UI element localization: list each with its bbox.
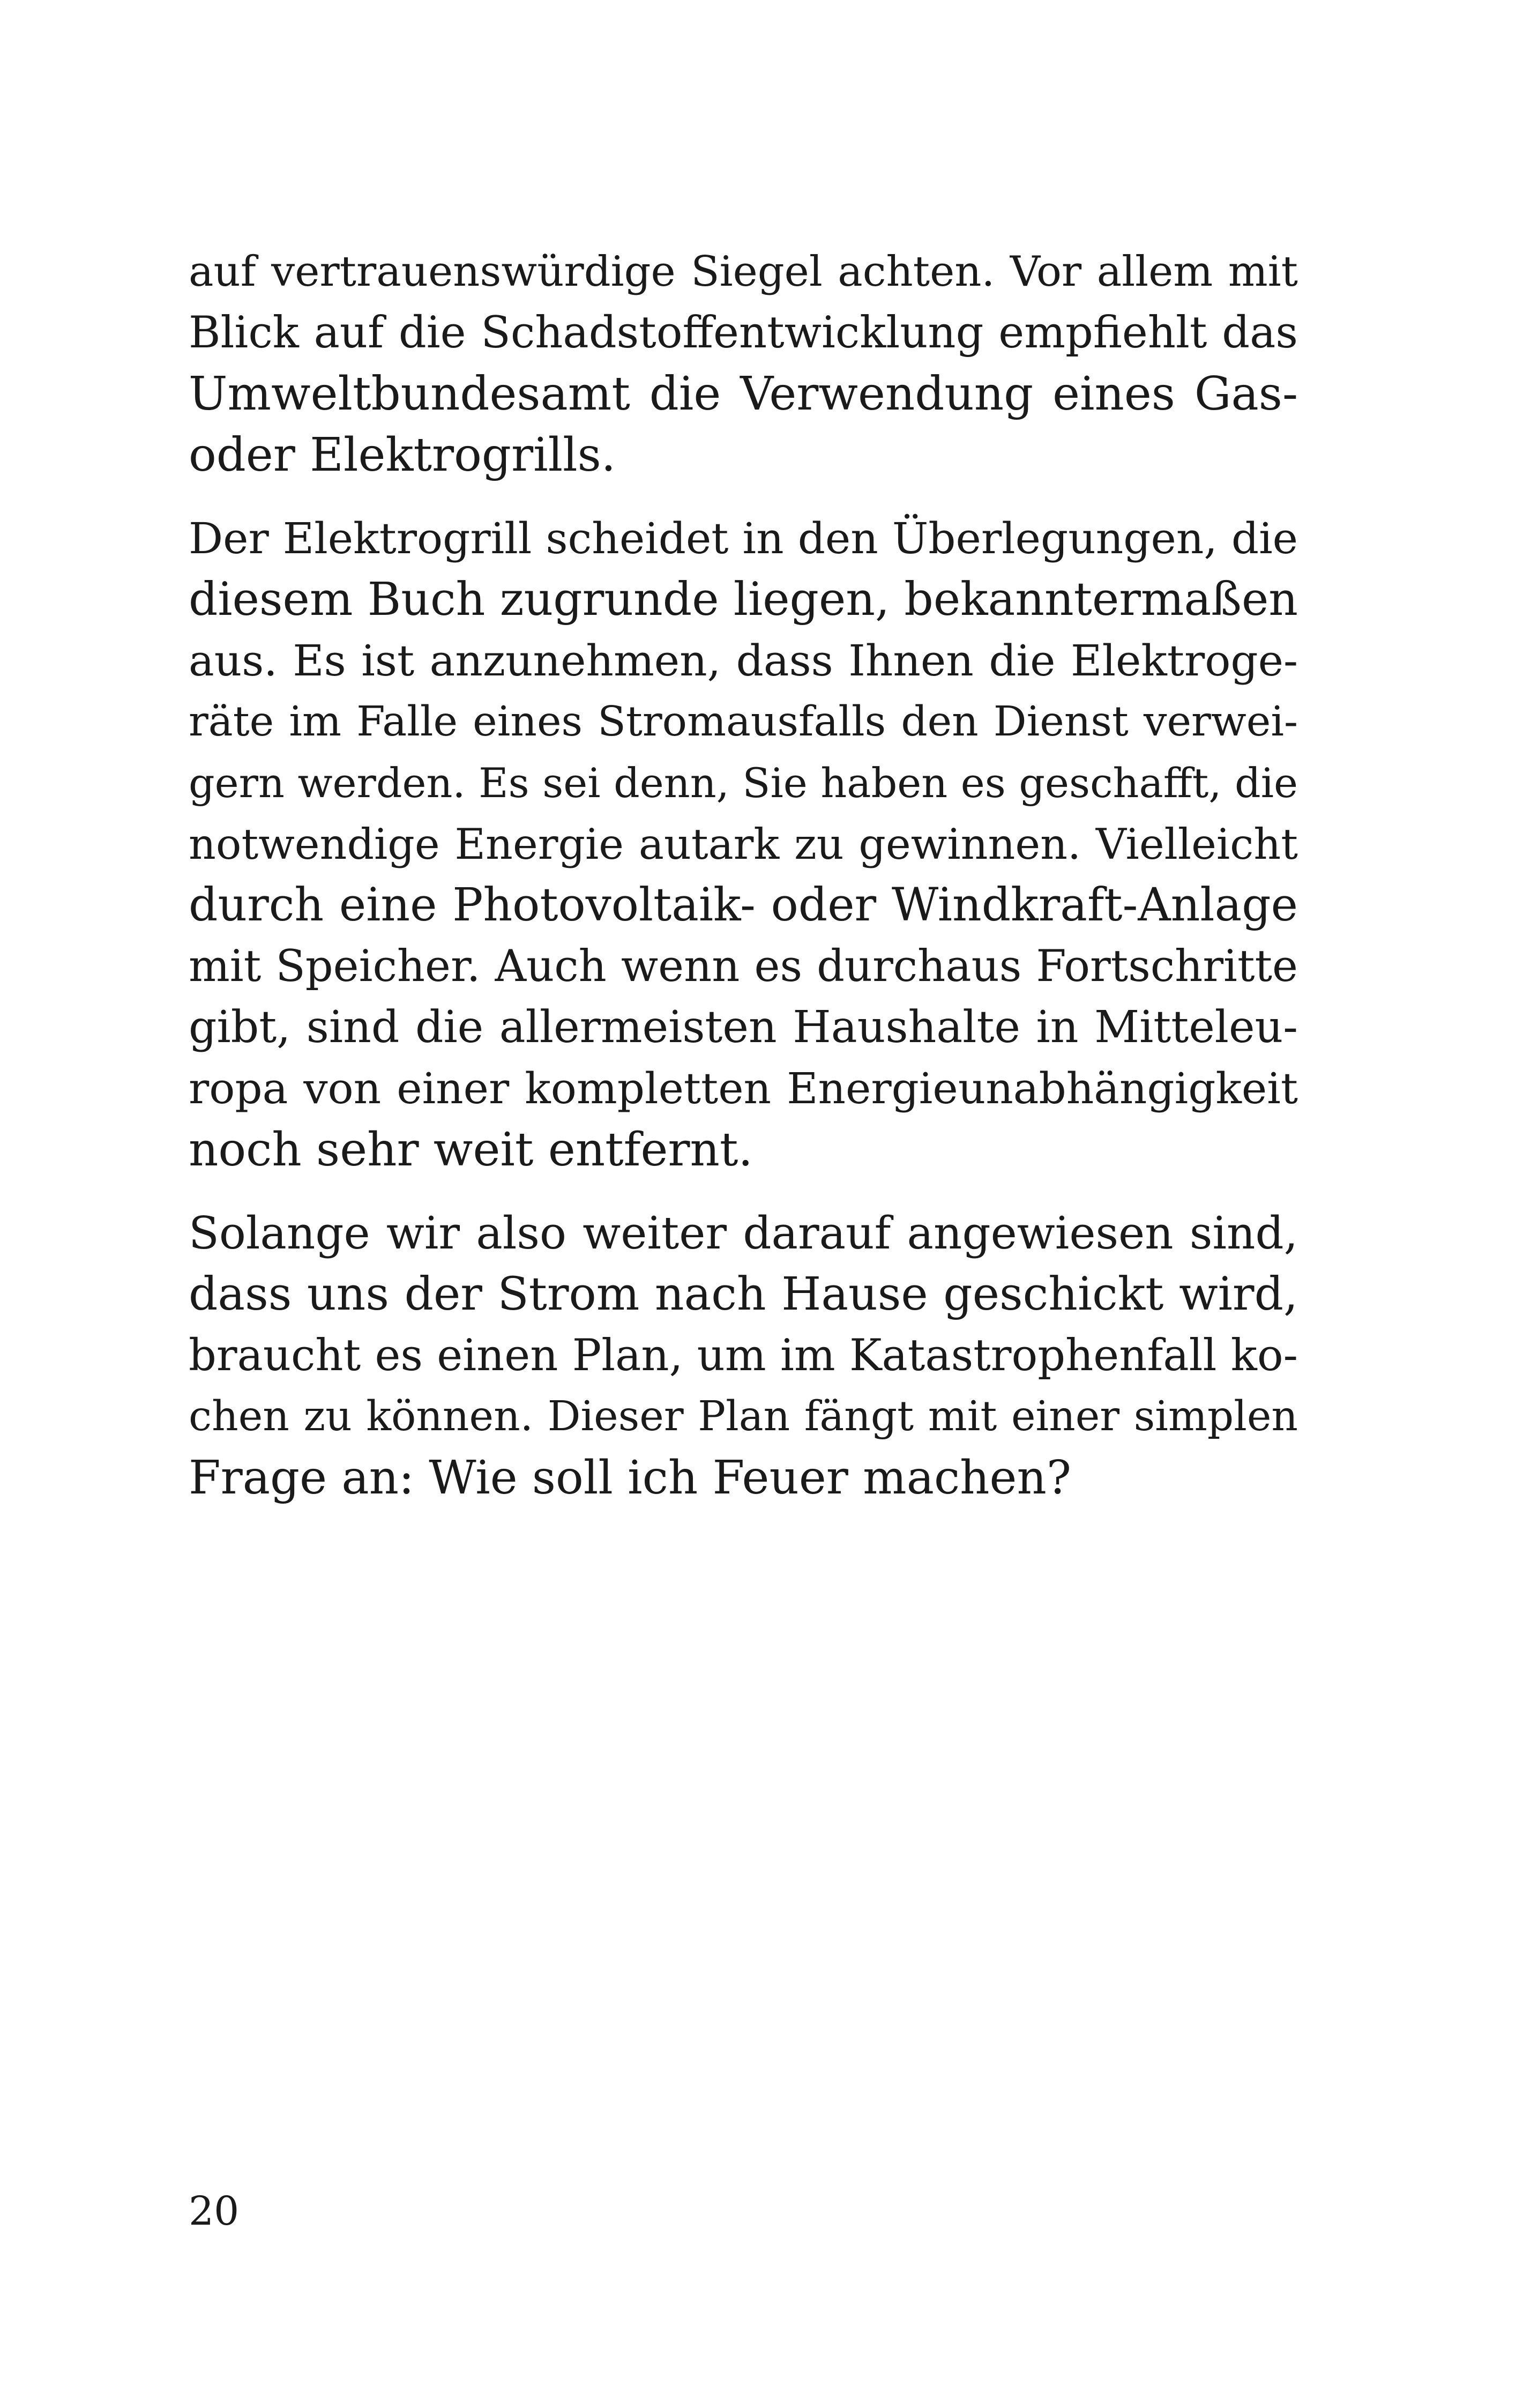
- text-line: chen zu können. Dieser Plan fängt mit einer simplen: [189, 1393, 1298, 1440]
- text-line: gern werden. Es sei denn, Sie haben es geschafft, die: [189, 759, 1298, 807]
- page-number: 20: [189, 2188, 240, 2234]
- text-line: diesem Buch zugrunde liegen, bekanntermaßen: [189, 573, 1298, 626]
- text-line: Der Elektrogrill scheidet in den Überlegungen, die: [189, 514, 1298, 563]
- text-line: noch sehr weit entfernt.: [189, 1123, 753, 1177]
- body-text: [189, 241, 1298, 1508]
- paragraph-2: [189, 508, 1298, 1180]
- text-line: auf vertrauenswürdige Siegel achten. Vor allem mit: [189, 248, 1298, 296]
- paragraph-1: [189, 241, 1298, 486]
- text-line: Umweltbundesamt die Verwendung eines Gas-: [189, 367, 1298, 421]
- text-line: notwendige Energie autark zu gewinnen. Vielleicht: [189, 820, 1298, 869]
- text-line: Frage an: Wie soll ich Feuer machen?: [189, 1451, 1071, 1505]
- text-line: durch eine Photovoltaik- oder Windkraft-Anlage: [189, 879, 1298, 932]
- text-line: dass uns der Strom nach Hause geschickt wird,: [189, 1268, 1298, 1321]
- text-line: Solange wir also weiter darauf angewiesen sind,: [189, 1207, 1298, 1259]
- text-line: mit Speicher. Auch wenn es durchaus Fortschritte: [189, 941, 1298, 992]
- paragraph-spacer: [189, 486, 1298, 508]
- paragraph-3: [189, 1203, 1298, 1508]
- text-line: räte im Falle eines Stromausfalls den Dienst verwei-: [189, 698, 1298, 746]
- text-line: gibt, sind die allermeisten Haushalte in Mitteleu-: [189, 1002, 1298, 1053]
- text-line: ropa von einer kompletten Energieunabhängigkeit: [189, 1064, 1298, 1113]
- text-line: braucht es einen Plan, um im Katastrophenfall ko-: [189, 1331, 1298, 1381]
- paragraph-spacer: [189, 1180, 1298, 1203]
- text-line: aus. Es ist anzunehmen, dass Ihnen die Elektroge-: [189, 636, 1298, 686]
- text-line: oder Elektrogrills.: [189, 428, 616, 482]
- text-line: Blick auf die Schadstoffentwicklung empfiehlt das: [189, 308, 1298, 358]
